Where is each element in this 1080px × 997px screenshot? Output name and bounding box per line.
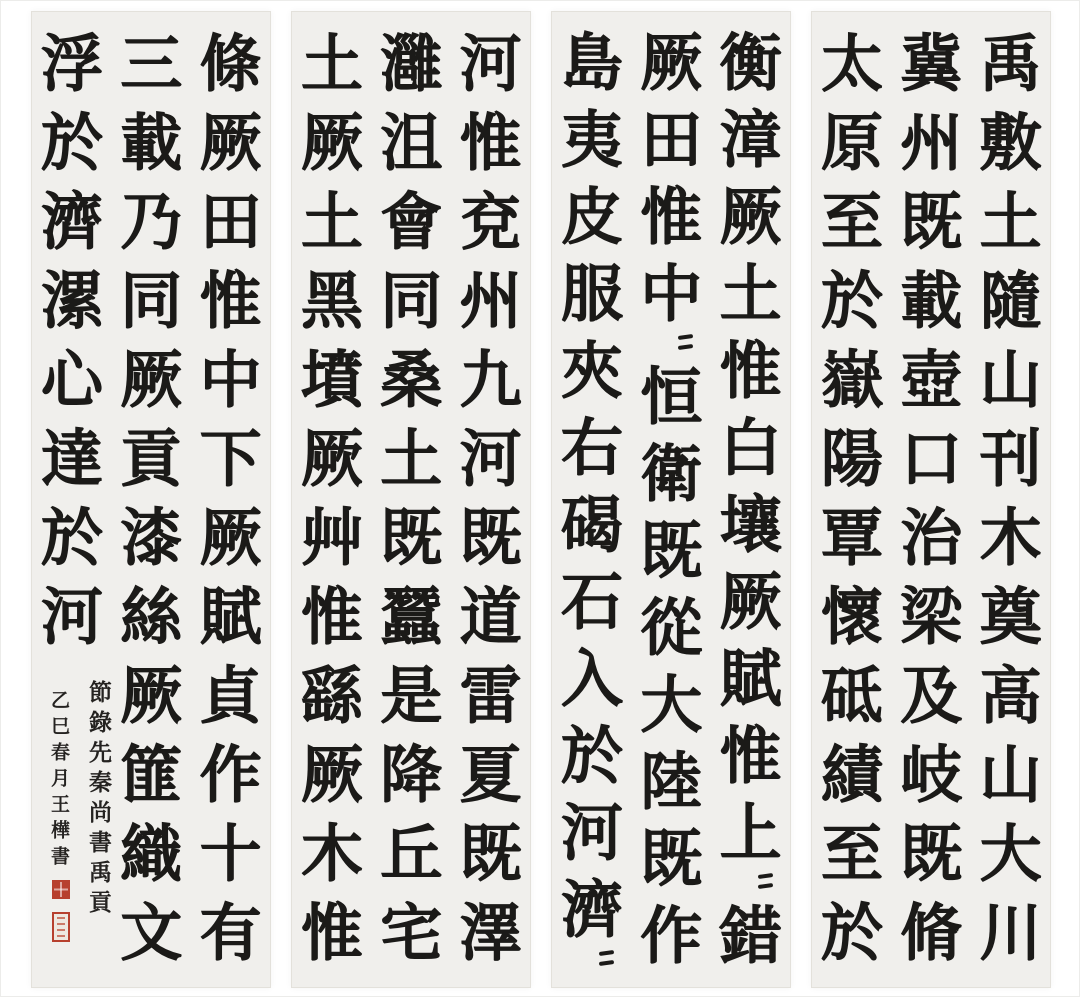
calligraphy-character: 土 — [380, 421, 443, 495]
calligraphy-character: 冀 — [900, 26, 963, 100]
calligraphy-character: 兗 — [459, 184, 522, 258]
calligraphy-character: 同 — [120, 263, 183, 337]
panel-3-columns — [292, 24, 530, 977]
calligraphy-character: 貢 — [120, 421, 183, 495]
calligraphy-character: 河 — [560, 795, 623, 869]
repeat-mark — [711, 871, 790, 897]
calligraphy-character: 夏 — [459, 737, 522, 811]
calligraphy-character: 山 — [979, 342, 1042, 416]
calligraphy-character: 惟 — [640, 179, 703, 253]
calligraphy-character: 高 — [979, 658, 1042, 732]
calligraphy-character: 口 — [900, 421, 963, 495]
calligraphy-character: 同 — [380, 263, 443, 337]
calligraphy-character: 惟 — [719, 333, 782, 407]
calligraphy-character: 篚 — [120, 737, 183, 811]
calligraphy-character: 載 — [120, 105, 183, 179]
calligraphy-character: 州 — [459, 263, 522, 337]
calligraphy-character: 作 — [640, 898, 703, 972]
calligraphy-character: 河 — [459, 421, 522, 495]
calligraphy-character: 厥 — [120, 342, 183, 416]
calligraphy-character: 漯 — [40, 263, 103, 337]
calligraphy-character: 厥 — [199, 500, 262, 574]
calligraphy-character: 從 — [640, 590, 703, 664]
calligraphy-character: 厥 — [640, 25, 703, 99]
panel-2-column-1 — [711, 24, 790, 977]
calligraphy-character: 於 — [820, 263, 883, 337]
calligraphy-character: 隨 — [979, 263, 1042, 337]
calligraphy-character: 石 — [560, 564, 623, 638]
calligraphy-character: 條 — [199, 26, 262, 100]
panel-3-column-3 — [292, 24, 371, 977]
calligraphy-character: 入 — [560, 641, 623, 715]
calligraphy-character: 木 — [979, 500, 1042, 574]
calligraphy-character: 厥 — [300, 105, 363, 179]
calligraphy-character: 陸 — [640, 744, 703, 818]
calligraphy-character: 大 — [640, 667, 703, 741]
calligraphy-character: 夾 — [560, 333, 623, 407]
calligraphy-character: 土 — [300, 184, 363, 258]
calligraphy-character: 厥 — [199, 105, 262, 179]
calligraphy-character: 岐 — [900, 737, 963, 811]
repeat-mark — [552, 948, 631, 974]
calligraphy-character: 黑 — [300, 263, 363, 337]
calligraphy-character: 十 — [199, 816, 262, 890]
calligraphy-character: 厥 — [300, 421, 363, 495]
calligraphy-character: 土 — [300, 26, 363, 100]
calligraphy-character: 浮 — [40, 26, 103, 100]
calligraphy-character: 賦 — [719, 641, 782, 715]
calligraphy-character: 漆 — [120, 500, 183, 574]
calligraphy-panel-4-leftmost — [31, 11, 271, 988]
calligraphy-character: 降 — [380, 737, 443, 811]
calligraphy-character: 中 — [640, 256, 703, 330]
calligraphy-character: 大 — [979, 816, 1042, 890]
calligraphy-character: 墳 — [300, 342, 363, 416]
calligraphy-character: 島 — [560, 25, 623, 99]
calligraphy-character: 河 — [459, 26, 522, 100]
calligraphy-character: 惟 — [199, 263, 262, 337]
panel-2-column-2 — [631, 24, 710, 977]
calligraphy-character: 既 — [900, 816, 963, 890]
calligraphy-character: 下 — [199, 421, 262, 495]
calligraphy-character: 有 — [199, 895, 262, 969]
calligraphy-character: 木 — [300, 816, 363, 890]
calligraphy-character: 土 — [719, 256, 782, 330]
panel-3-column-1 — [451, 24, 530, 977]
panel-4-leftmost-column-1 — [191, 24, 270, 977]
calligraphy-character: 既 — [900, 184, 963, 258]
scroll-row — [1, 11, 1080, 988]
panel-3-column-2 — [371, 24, 450, 977]
calligraphy-character: 服 — [560, 256, 623, 330]
calligraphy-character: 衛 — [640, 436, 703, 510]
calligraphy-character: 作 — [199, 737, 262, 811]
signature-line-2: 乙巳春月王樺書 — [48, 690, 70, 872]
calligraphy-character: 川 — [979, 895, 1042, 969]
calligraphy-character: 於 — [820, 895, 883, 969]
calligraphy-character: 原 — [820, 105, 883, 179]
calligraphy-panel-2 — [551, 11, 791, 988]
calligraphy-character: 山 — [979, 737, 1042, 811]
calligraphy-character: 績 — [820, 737, 883, 811]
calligraphy-character: 宅 — [380, 895, 443, 969]
calligraphy-character: 治 — [900, 500, 963, 574]
calligraphy-character: 皮 — [560, 179, 623, 253]
calligraphy-character: 厥 — [120, 658, 183, 732]
calligraphy-character: 惟 — [300, 895, 363, 969]
calligraphy-character: 覃 — [820, 500, 883, 574]
calligraphy-character: 田 — [199, 184, 262, 258]
calligraphy-character: 織 — [120, 816, 183, 890]
calligraphy-character: 沮 — [380, 105, 443, 179]
repeat-mark — [631, 332, 710, 358]
panel-1-columns — [812, 24, 1050, 977]
calligraphy-character: 至 — [820, 816, 883, 890]
calligraphy-character: 艸 — [300, 500, 363, 574]
calligraphy-character: 於 — [40, 500, 103, 574]
calligraphy-character: 碣 — [560, 487, 623, 561]
calligraphy-character: 達 — [40, 421, 103, 495]
calligraphy-character: 於 — [40, 105, 103, 179]
calligraphy-character: 壺 — [900, 342, 963, 416]
calligraphy-character: 丘 — [380, 816, 443, 890]
calligraphy-character: 會 — [380, 184, 443, 258]
calligraphy-character: 惟 — [300, 579, 363, 653]
calligraphy-character: 濟 — [560, 872, 623, 946]
calligraphy-character: 既 — [640, 821, 703, 895]
calligraphy-character: 絲 — [120, 579, 183, 653]
panel-1-rightmost-column-2 — [891, 24, 970, 977]
calligraphy-character: 既 — [640, 513, 703, 587]
calligraphy-character: 惟 — [719, 718, 782, 792]
calligraphy-character: 恒 — [640, 359, 703, 433]
calligraphy-character: 乃 — [120, 184, 183, 258]
calligraphy-character: 梁 — [900, 579, 963, 653]
panel-4-leftmost-column-3 — [32, 24, 111, 977]
calligraphy-character: 文 — [120, 895, 183, 969]
calligraphy-character: 中 — [199, 342, 262, 416]
calligraphy-character: 白 — [719, 410, 782, 484]
calligraphy-character: 是 — [380, 658, 443, 732]
calligraphy-character: 繇 — [300, 658, 363, 732]
calligraphy-character: 敷 — [979, 105, 1042, 179]
calligraphy-character: 州 — [900, 105, 963, 179]
calligraphy-character: 既 — [459, 500, 522, 574]
calligraphy-character: 土 — [979, 184, 1042, 258]
calligraphy-character: 禹 — [979, 26, 1042, 100]
calligraphy-character: 壤 — [719, 487, 782, 561]
calligraphy-character: 錯 — [719, 898, 782, 972]
panel-4-columns — [32, 24, 270, 977]
calligraphy-character: 厥 — [300, 737, 363, 811]
panel-2-columns — [552, 24, 790, 977]
calligraphy-character: 雷 — [459, 658, 522, 732]
calligraphy-character: 賦 — [199, 579, 262, 653]
panel-1-rightmost-column-1 — [971, 24, 1050, 977]
calligraphy-character: 河 — [40, 579, 103, 653]
calligraphy-character: 澤 — [459, 895, 522, 969]
calligraphy-character: 脩 — [900, 895, 963, 969]
calligraphy-panel-1-rightmost — [811, 11, 1051, 988]
panel-1-rightmost-column-3 — [812, 24, 891, 977]
calligraphy-character: 右 — [560, 410, 623, 484]
calligraphy-panel-3 — [291, 11, 531, 988]
calligraphy-character: 蠶 — [380, 579, 443, 653]
calligraphy-character: 濟 — [40, 184, 103, 258]
calligraphy-character: 漳 — [719, 102, 782, 176]
calligraphy-character: 厥 — [719, 179, 782, 253]
calligraphy-character: 三 — [120, 26, 183, 100]
calligraphy-character: 灉 — [380, 26, 443, 100]
calligraphy-character: 載 — [900, 263, 963, 337]
calligraphy-character: 陽 — [820, 421, 883, 495]
calligraphy-character: 惟 — [459, 105, 522, 179]
calligraphy-character: 衡 — [719, 25, 782, 99]
calligraphy-character: 於 — [560, 718, 623, 792]
calligraphy-character: 既 — [459, 816, 522, 890]
panel-2-column-3 — [552, 24, 631, 977]
calligraphy-character: 厥 — [719, 564, 782, 638]
calligraphy-character: 貞 — [199, 658, 262, 732]
calligraphy-character: 既 — [380, 500, 443, 574]
panel-4-leftmost-column-2 — [111, 24, 190, 977]
calligraphy-character: 夷 — [560, 102, 623, 176]
calligraphy-character: 奠 — [979, 579, 1042, 653]
calligraphy-character: 及 — [900, 658, 963, 732]
calligraphy-character: 田 — [640, 102, 703, 176]
calligraphy-character: 砥 — [820, 658, 883, 732]
calligraphy-character: 嶽 — [820, 342, 883, 416]
calligraphy-character: 至 — [820, 184, 883, 258]
calligraphy-character: 道 — [459, 579, 522, 653]
calligraphy-character: 心 — [40, 342, 103, 416]
calligraphy-character: 太 — [820, 26, 883, 100]
calligraphy-character: 懷 — [820, 579, 883, 653]
calligraphy-character: 刊 — [979, 421, 1042, 495]
calligraphy-character: 九 — [459, 342, 522, 416]
calligraphy-character: 桑 — [380, 342, 443, 416]
calligraphy-character: 上 — [719, 795, 782, 869]
signature-line-1: 節錄先秦尚書禹貢 — [85, 680, 112, 920]
